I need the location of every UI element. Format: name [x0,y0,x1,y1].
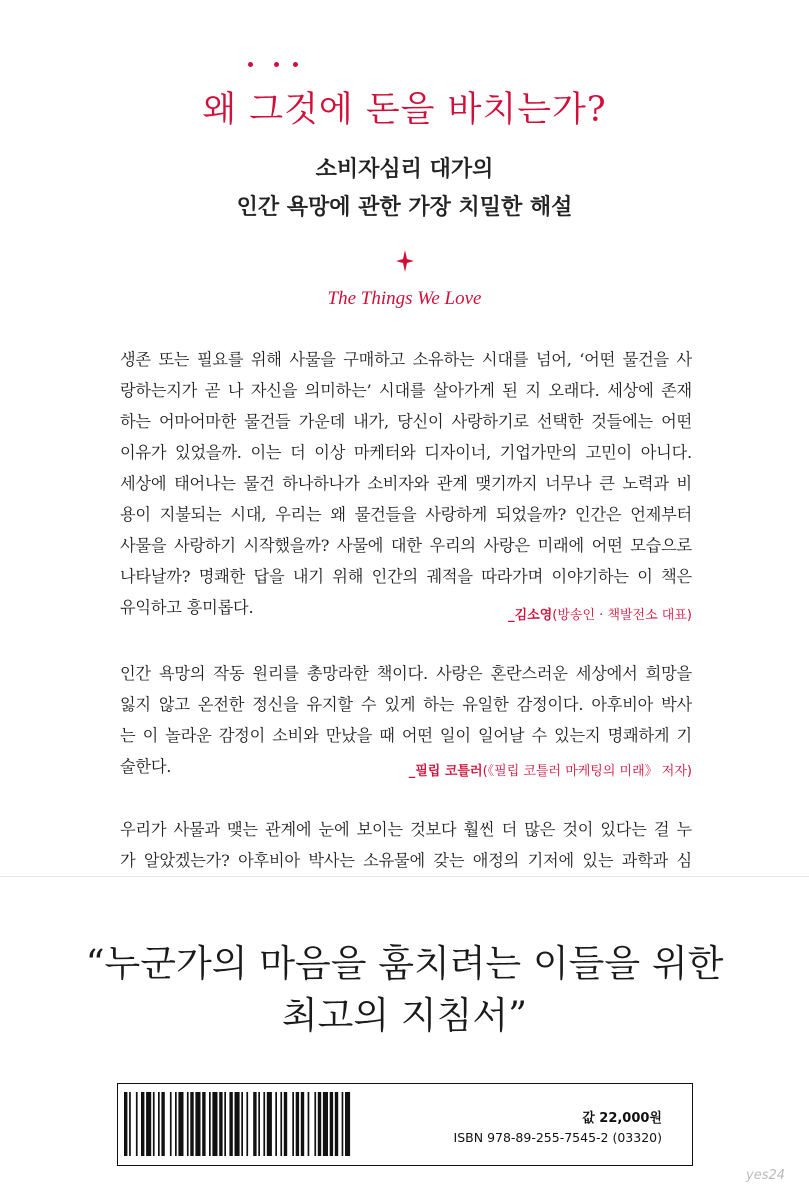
barcode-box [117,1083,693,1166]
blurb-1 [120,344,692,623]
blurb-line: 하는 어마어마한 물건들 가운데 내가, 당신이 사랑하기로 선택한 것들에는 어떤 [120,412,692,431]
subtitle-line-2: 인간 욕망에 관한 가장 치밀한 해설 [236,195,573,220]
blurb-line: 랑하는지가 곧 나 자신을 의미하는’ 시대를 살아가게 된 지 오래다. 세상에 존재 [120,381,692,400]
english-title: The Things We Love [327,288,482,309]
blurb-line: 잃지 않고 온전한 정신을 유지할 수 있게 하는 유일한 감정이다. 아후비아 박사 [120,695,692,714]
blurb-line: 용이 지불되는 시대, 우리는 왜 물건들을 사랑하게 되었을까? 인간은 언제부터 [120,505,692,524]
quote-line-2: 최고의 지침서” [281,994,528,1037]
book-title: 왜 그것에 돈을 바치는가? [202,90,607,130]
quote-line-1: “누군가의 마음을 훔치려는 이들을 위한 [85,942,724,985]
blurb-line: 는 이 놀라운 감정이 소비와 만났을 때 어떤 일이 일어날 수 있는지 명쾌하게 기 [120,726,692,745]
attribution-role: (방송인 · 책발전소 대표) [552,608,692,623]
blurb-3 [120,814,692,876]
isbn-label: ISBN 978-89-255-7545-2 (03320) [453,1130,662,1145]
blurb-line: 술한다. [120,757,172,776]
blurb-line: 사물을 사랑하기 시작했을까? 사물에 대한 우리의 사랑은 미래에 어떤 모습으로 [120,536,692,555]
watermark-logo: yes24 [746,1168,786,1183]
attribution-name: _필립 코틀러 [408,764,483,779]
blurb-line: 이유가 있었을까. 이는 더 이상 마케터와 디자이너, 기업가만의 고민이 아니다. [120,443,692,462]
star-icon [0,250,809,274]
blurb-line: 세상에 태어나는 물건 하나하나가 소비자와 관계 맺기까지 너무나 큰 노력과 비 [120,474,692,493]
attribution-2 [409,760,692,779]
blurb-line: 나타날까? 명쾌한 답을 내기 위해 인간의 궤적을 따라가며 이야기하는 이 책은 [120,567,692,586]
attribution-role: (《필립 코틀러 마케팅의 미래》 저자) [482,764,692,779]
subtitle-line-1: 소비자심리 대가의 [315,157,494,182]
emphasis-dots [248,62,308,72]
blurb-line: 우리가 사물과 맺는 관계에 눈에 보이는 것보다 훨씬 더 많은 것이 있다는 걸 누 [120,820,692,839]
blurb-line: 가 알았겠는가? 아후비아 박사는 소유물에 갖는 애정의 기저에 있는 과학과 심 [120,851,692,870]
barcode-icon [124,1092,424,1156]
blurb-line: 생존 또는 필요를 위해 사물을 구매하고 소유하는 시대를 넘어, ‘어떤 물건을 사 [120,350,692,369]
blurb-line: 유익하고 흥미롭다. [120,598,254,617]
divider [0,876,809,879]
attribution-name: _김소영 [508,608,553,623]
price-label: 값 22,000원 [582,1111,662,1126]
attribution-1 [508,604,692,623]
blurb-line: 인간 욕망의 작동 원리를 총망라한 책이다. 사랑은 혼란스러운 세상에서 희망을 [120,664,692,683]
